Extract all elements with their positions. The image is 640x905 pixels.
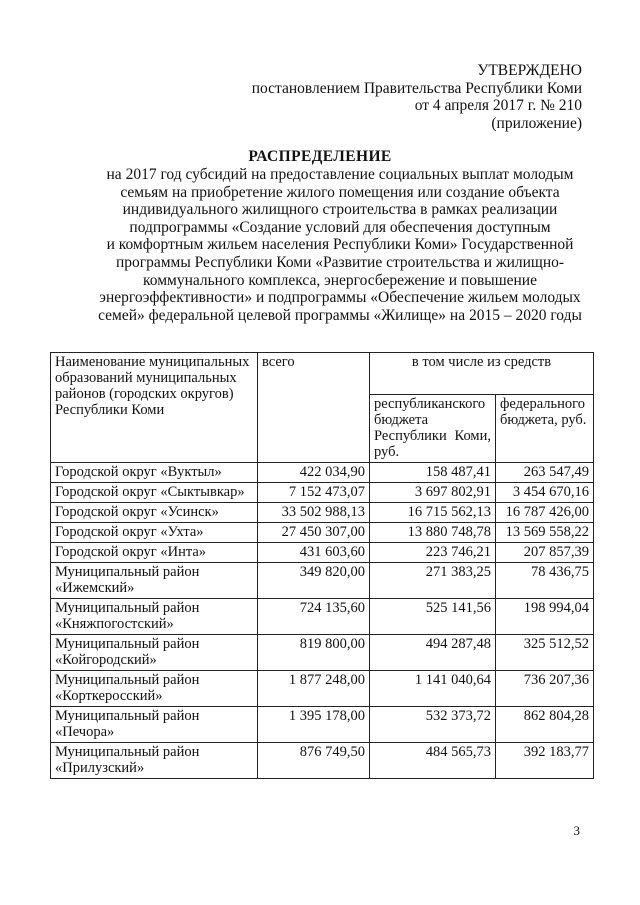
republican-cell: 16 715 562,13 [370,503,496,523]
republican-cell: 13 880 748,78 [370,523,496,543]
subtitle-line: программы Республики Коми «Развитие строительства и жилищно- [115,253,565,271]
table-row [51,671,594,707]
table-row [51,599,594,635]
federal-cell: 198 994,04 [496,599,594,635]
table-row [51,563,594,599]
page-number: 3 [573,823,580,838]
federal-cell: 78 436,75 [496,563,594,599]
federal-cell: 263 547,49 [496,463,594,483]
republican-cell: 1 141 040,64 [370,671,496,707]
table-row [51,483,594,503]
republican-cell: 3 697 802,91 [370,483,496,503]
republican-cell: 223 746,21 [370,543,496,563]
table-row [51,743,594,779]
municipality-cell: Городской округ «Вуктыл» [51,463,258,483]
federal-cell: 3 454 670,16 [496,483,594,503]
republican-cell: 158 487,41 [370,463,496,483]
municipality-cell: Городской округ «Ухта» [51,523,258,543]
federal-cell: 392 183,77 [496,743,594,779]
republican-cell: 525 141,56 [370,599,496,635]
total-cell: 876 749,50 [258,743,370,779]
header-total: всего [258,353,370,463]
total-cell: 1 395 178,00 [258,707,370,743]
approval-line-appendix: (приложение) [491,114,582,132]
municipality-cell: Муниципальный район «Койгородский» [51,635,258,671]
approval-stamp [252,62,582,132]
subtitle-line: и комфортным жильем населения Республики Коми» Государственной [106,236,574,254]
total-cell: 1 877 248,00 [258,671,370,707]
total-cell: 349 820,00 [258,563,370,599]
municipality-cell: Муниципальный район «Прилузский» [51,743,258,779]
total-cell: 422 034,90 [258,463,370,483]
table-row [51,523,594,543]
total-cell: 27 450 307,00 [258,523,370,543]
document-subtitle [60,166,620,324]
table-row [51,463,594,483]
table-body [51,463,594,779]
republican-cell: 532 373,72 [370,707,496,743]
municipality-cell: Муниципальный район «Княжпогостский» [51,599,258,635]
table-row [51,707,594,743]
municipality-cell: Муниципальный район «Корткеросский» [51,671,258,707]
federal-cell: 862 804,28 [496,707,594,743]
header-municipality: Наименование муниципальных образований муниципальных районов (городских округов) Республики Коми [51,353,258,463]
subtitle-line: энергоэффективности» и подпрограммы «Обеспечение жильем молодых [99,289,581,307]
federal-cell: 207 857,39 [496,543,594,563]
republican-cell: 484 565,73 [370,743,496,779]
municipality-cell: Городской округ «Инта» [51,543,258,563]
federal-cell: 16 787 426,00 [496,503,594,523]
table-row [51,635,594,671]
total-cell: 431 603,60 [258,543,370,563]
header-republican-budget: республиканского бюджета Республики Коми, руб. [370,395,496,463]
approval-line-approved: УТВЕРЖДЕНО [477,62,582,79]
subtitle-line: семей» федеральной целевой программы «Жилище» на 2015 – 2020 годы [98,306,582,324]
subtitle-line: подпрограммы «Создание условий для обеспечения доступным [129,218,551,236]
total-cell: 33 502 988,13 [258,503,370,523]
municipality-cell: Муниципальный район «Ижемский» [51,563,258,599]
table-header-row [51,353,594,395]
approval-line-resolution: постановлением Правительства Республики Коми [251,79,582,97]
subsidy-distribution-table [50,352,594,779]
total-cell: 724 135,60 [258,599,370,635]
total-cell: 7 152 473,07 [258,483,370,503]
federal-cell: 736 207,36 [496,671,594,707]
subtitle-line: индивидуального жилищного строительства в рамках реализации [122,201,558,219]
subtitle-line: семьям на приобретение жилого помещения или создание объекта [120,183,560,201]
subtitle-line: коммунального комплекса, энергосбережение и повышение [143,271,537,289]
federal-cell: 13 569 558,22 [496,523,594,543]
municipality-cell: Городской округ «Усинск» [51,503,258,523]
header-federal-budget: федерального бюджета, руб. [496,395,594,463]
municipality-cell: Муниципальный район «Печора» [51,707,258,743]
table-row [51,503,594,523]
document-title: РАСПРЕДЕЛЕНИЕ [248,148,392,165]
federal-cell: 325 512,52 [496,635,594,671]
municipality-cell: Городской округ «Сыктывкар» [51,483,258,503]
table-row [51,543,594,563]
republican-cell: 271 383,25 [370,563,496,599]
header-funding-sources: в том числе из средств [370,353,594,395]
total-cell: 819 800,00 [258,635,370,671]
approval-line-date: от 4 апреля 2017 г. № 210 [414,97,582,114]
subtitle-line: на 2017 год субсидий на предоставление социальных выплат молодым [106,166,574,183]
republican-cell: 494 287,48 [370,635,496,671]
